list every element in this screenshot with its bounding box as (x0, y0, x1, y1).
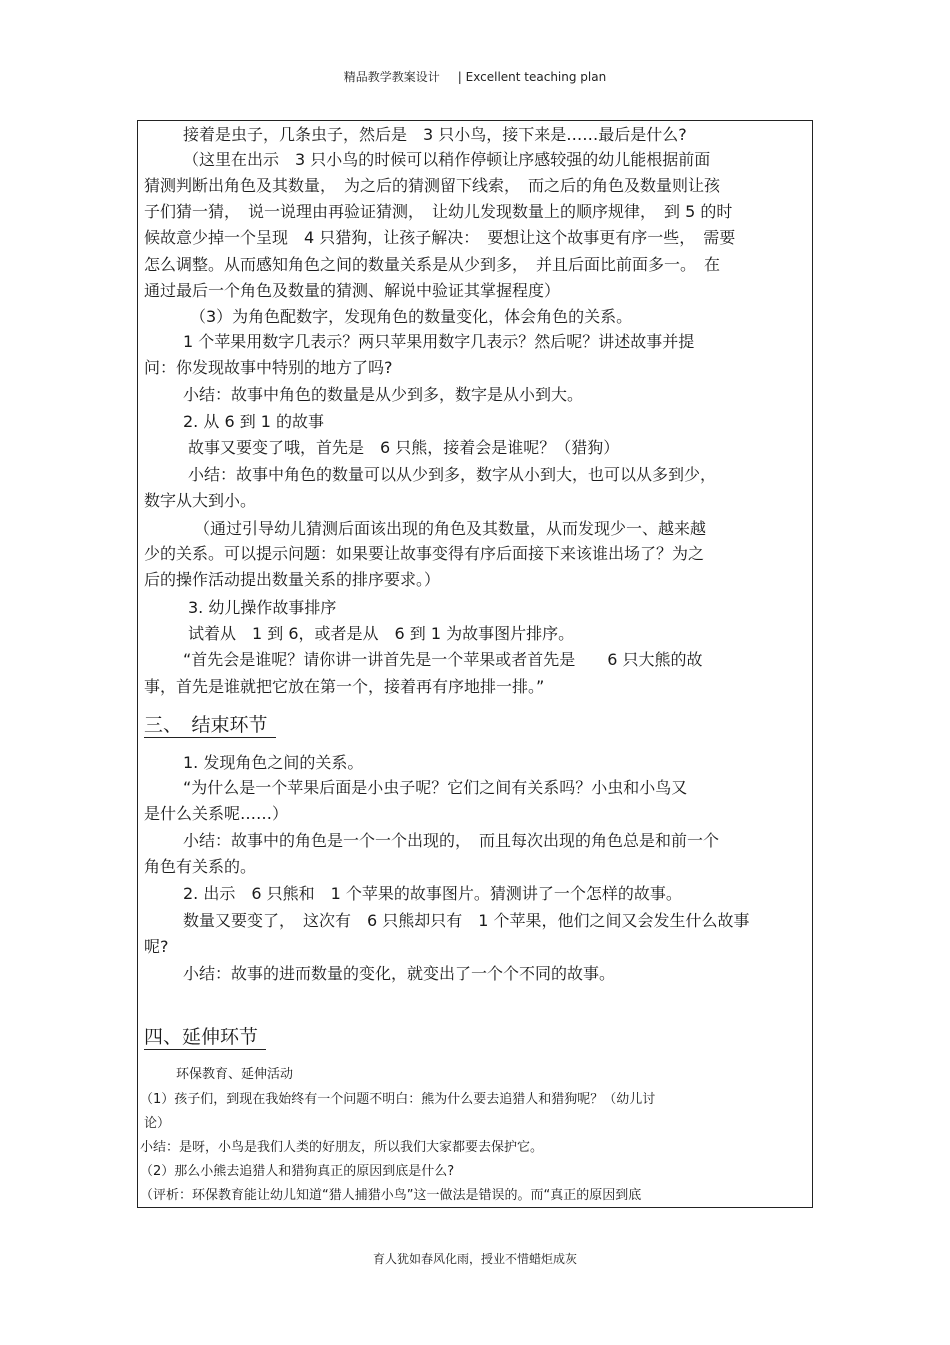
text-line: 小结：故事中角色的数量是从少到多，数字是从小到大。 (183, 385, 584, 404)
text-line: （评析：环保教育能让幼儿知道“猎人捕猎小鸟”这一做法是错误的。而“真正的原因到底 (140, 1188, 642, 1203)
text-line: 少的关系。可以提示问题：如果要让故事变得有序后面接下来该谁出场了？为之 (144, 544, 705, 563)
text-line: 通过最后一个角色及数量的猜测、解说中验证其掌握程度） (144, 281, 561, 300)
text-line: 问：你发现故事中特别的地方了吗? (144, 358, 393, 377)
text-line: 数量又要变了， 这次有 6 只熊却只有 1 个苹果，他们之间又会发生什么故事 (183, 911, 750, 930)
text-line: 事，首先是谁就把它放在第一个，接着再有序地排一排。” (144, 677, 545, 696)
lesson-plan-frame (137, 120, 813, 1208)
page-header (0, 68, 950, 85)
text-line: （3）为角色配数字，发现角色的数量变化，体会角色的关系。 (190, 307, 633, 326)
text-line: 猜测判断出角色及其数量， 为之后的猜测留下线索， 而之后的角色及数量则让孩 (144, 176, 721, 195)
text-line: 怎么调整。从而感知角色之间的数量关系是从少到多， 并且后面比前面多一。 在 (144, 255, 721, 274)
text-line: 3. 幼儿操作故事排序 (188, 598, 337, 617)
text-line: 论） (144, 1116, 171, 1131)
text-line: 呢? (144, 937, 169, 956)
text-line: （通过引导幼儿猜测后面该出现的角色及其数量，从而发现少一、越来越 (194, 519, 707, 538)
text-line: （这里在出示 3 只小鸟的时候可以稍作停顿让序感较强的幼儿能根据前面 (183, 150, 711, 169)
section-heading-extension: 四、延伸环节 (144, 1025, 266, 1050)
text-line: 小结：故事的进而数量的变化，就变出了一个个不同的故事。 (183, 964, 616, 983)
text-line: （1）孩子们，到现在我始终有一个问题不明白：熊为什么要去追猎人和猎狗呢？（幼儿讨 (140, 1092, 656, 1107)
text-line: 1 个苹果用数字几表示？两只苹果用数字几表示？然后呢？讲述故事并提 (183, 332, 695, 351)
text-line: 是什么关系呢……） (144, 804, 289, 823)
text-line: 接着是虫子，几条虫子，然后是 3 只小鸟，接下来是……最后是什么? (183, 125, 687, 144)
text-line: 小结：故事中角色的数量可以从少到多，数字从小到大，也可以从多到少， (188, 465, 717, 484)
text-line: 试着从 1 到 6，或者是从 6 到 1 为故事图片排序。 (188, 624, 575, 643)
text-line: 候故意少掉一个呈现 4 只猎狗，让孩子解决： 要想让这个故事更有序一些， 需要 (144, 228, 736, 247)
text-line: 故事又要变了哦，首先是 6 只熊，接着会是谁呢？（猎狗） (188, 438, 620, 457)
text-line: （2）那么小熊去追猎人和猎狗真正的原因到底是什么? (140, 1164, 455, 1179)
text-line: 小结：故事中的角色是一个一个出现的， 而且每次出现的角色总是和前一个 (183, 831, 720, 850)
text-line: 角色有关系的。 (144, 857, 257, 876)
text-line: “首先会是谁呢？请你讲一讲首先是一个苹果或者首先是 6 只大熊的故 (183, 650, 703, 669)
text-line: 2. 出示 6 只熊和 1 个苹果的故事图片。猜测讲了一个怎样的故事。 (183, 884, 682, 903)
text-line: 后的操作活动提出数量关系的排序要求。） (144, 570, 441, 589)
page-footer: 育人犹如春风化雨，授业不惜蜡炬成灰 (372, 1252, 577, 1266)
header-title-en: | Excellent teaching plan (457, 70, 607, 84)
header-title-cn: 精品教学教案设计 (343, 70, 440, 84)
text-line: 子们猜一猜， 说一说理由再验证猜测， 让幼儿发现数量上的顺序规律， 到 5 的时 (144, 202, 733, 221)
text-line: 小结：是呀，小鸟是我们人类的好朋友，所以我们大家都要去保护它。 (140, 1140, 544, 1155)
text-line: “为什么是一个苹果后面是小虫子呢？它们之间有关系吗？小虫和小鸟又 (183, 778, 688, 797)
text-line: 2. 从 6 到 1 的故事 (183, 412, 325, 431)
text-line: 环保教育、延伸活动 (176, 1067, 294, 1082)
section-heading-closing: 三、 结束环节 (144, 713, 276, 738)
text-line: 数字从大到小。 (144, 491, 257, 510)
text-line: 1. 发现角色之间的关系。 (183, 753, 364, 772)
